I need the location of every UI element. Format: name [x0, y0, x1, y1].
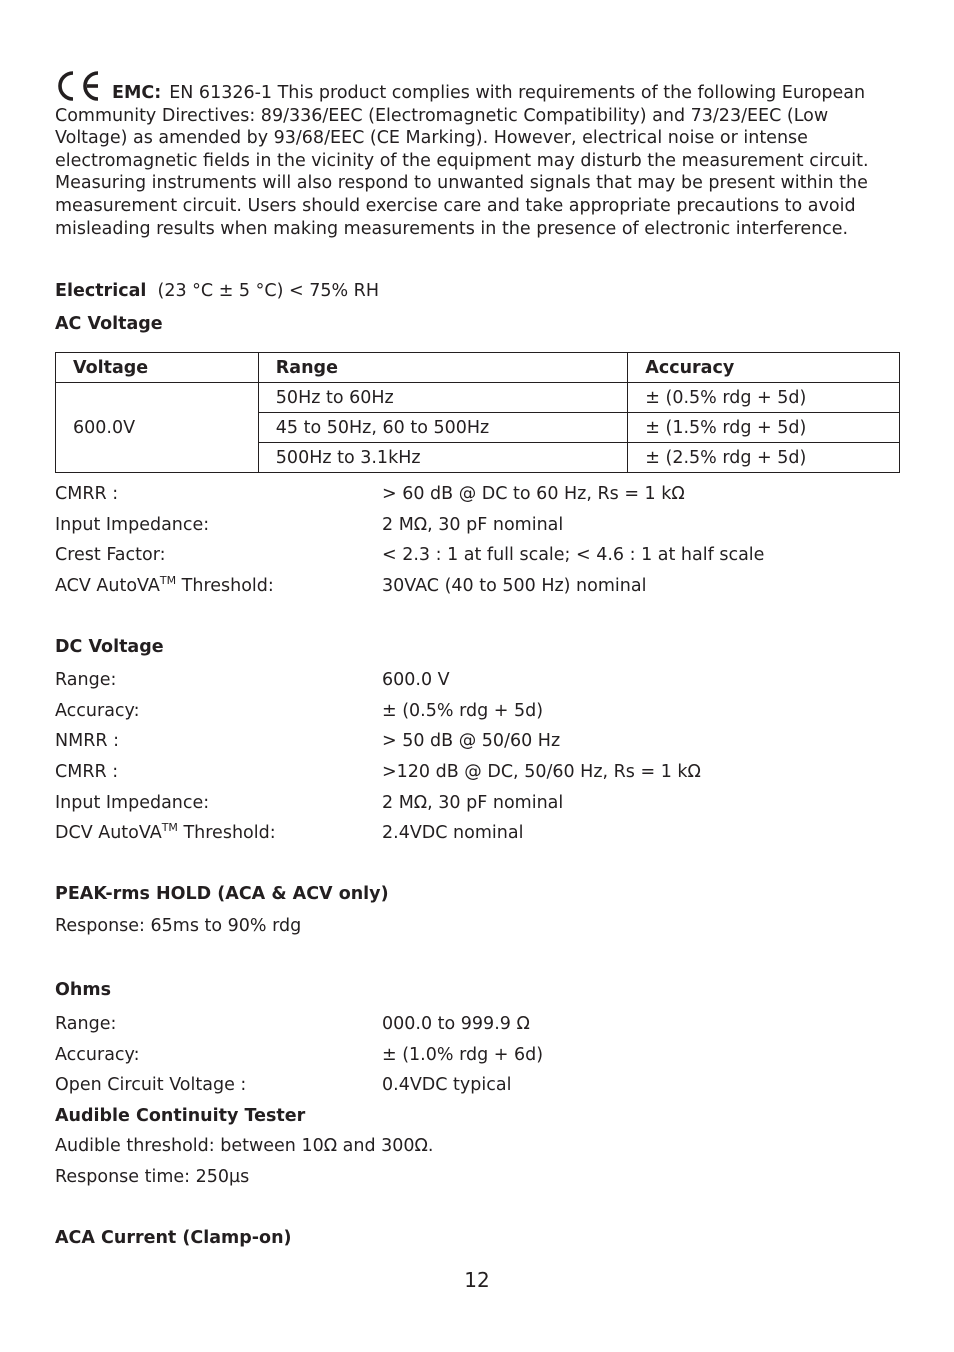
table-cell-accuracy: ± (0.5% rdg + 5d)	[628, 383, 900, 413]
acv-autova-label: ACV AutoVA™ Threshold:	[55, 574, 274, 596]
ohms-accuracy-label: Accuracy:	[55, 1045, 140, 1065]
continuity-response: Response time: 250µs	[55, 1167, 250, 1187]
ac-input-impedance-label: Input Impedance:	[55, 515, 210, 535]
dc-input-impedance-label: Input Impedance:	[55, 793, 210, 813]
ac-voltage-heading: AC Voltage	[55, 314, 163, 334]
emc-text: EN 61326-1 This product complies with requirements of the following European Community Directives: 89/336/EEC (Electromagnetic Compatibility) and 73/23/EEC (Low Voltage) as amended by 93/68/EEC (CE Marking). However, electrical noise or intense electromagnetic fields in the vicinity of the equipment may disturb the measurement circuit. Measuring instruments will also respond to unwanted signals that may be present within the measurement circuit. Users should exercise care and take appropriate precautions to avoid misleading results when making measurements in the presence of electronic interference.	[55, 83, 869, 239]
crest-factor-label: Crest Factor:	[55, 545, 166, 565]
emc-paragraph	[55, 82, 885, 240]
dcv-autova-label: DCV AutoVA™ Threshold:	[55, 821, 276, 843]
continuity-heading: Audible Continuity Tester	[55, 1106, 306, 1126]
continuity-threshold: Audible threshold: between 10Ω and 300Ω.	[55, 1136, 434, 1156]
ac-cmrr-label: CMRR :	[55, 484, 119, 504]
crest-factor-value: < 2.3 : 1 at full scale; < 4.6 : 1 at half scale	[382, 545, 765, 565]
ac-voltage-table	[55, 352, 900, 473]
dc-cmrr-value: >120 dB @ DC, 50/60 Hz, Rs = 1 kΩ	[382, 762, 701, 782]
table-cell-voltage: 600.0V	[56, 383, 259, 473]
table-cell-range: 50Hz to 60Hz	[258, 383, 627, 413]
dcv-autova-value: 2.4VDC nominal	[382, 823, 524, 843]
table-cell-accuracy: ± (2.5% rdg + 5d)	[628, 443, 900, 473]
dc-accuracy-label: Accuracy:	[55, 701, 140, 721]
peak-hold-response: Response: 65ms to 90% rdg	[55, 916, 302, 936]
table-header-row	[56, 353, 900, 383]
dc-accuracy-value: ± (0.5% rdg + 5d)	[382, 701, 544, 721]
dc-range-label: Range:	[55, 670, 117, 690]
table-header-range: Range	[258, 353, 627, 383]
table-header-accuracy: Accuracy	[628, 353, 900, 383]
table-row	[56, 383, 900, 413]
dc-nmrr-value: > 50 dB @ 50/60 Hz	[382, 731, 561, 751]
acv-autova-value: 30VAC (40 to 500 Hz) nominal	[382, 576, 647, 596]
table-cell-accuracy: ± (1.5% rdg + 5d)	[628, 413, 900, 443]
dc-nmrr-label: NMRR :	[55, 731, 119, 751]
table-cell-range: 45 to 50Hz, 60 to 500Hz	[258, 413, 627, 443]
electrical-label: Electrical	[55, 281, 147, 301]
emc-label: EMC:	[112, 83, 162, 103]
dc-input-impedance-value: 2 MΩ, 30 pF nominal	[382, 793, 564, 813]
dc-cmrr-label: CMRR :	[55, 762, 119, 782]
electrical-conditions	[55, 280, 379, 303]
ac-input-impedance-value: 2 MΩ, 30 pF nominal	[382, 515, 564, 535]
open-circuit-voltage-value: 0.4VDC typical	[382, 1075, 512, 1095]
table-header-voltage: Voltage	[56, 353, 259, 383]
ohms-accuracy-value: ± (1.0% rdg + 6d)	[382, 1045, 544, 1065]
open-circuit-voltage-label: Open Circuit Voltage :	[55, 1075, 247, 1095]
dc-voltage-heading: DC Voltage	[55, 637, 164, 657]
peak-hold-heading: PEAK-rms HOLD (ACA & ACV only)	[55, 884, 389, 904]
page-number: 12	[464, 1268, 490, 1292]
ohms-range-label: Range:	[55, 1014, 117, 1034]
dc-range-value: 600.0 V	[382, 670, 450, 690]
ac-cmrr-value: > 60 dB @ DC to 60 Hz, Rs = 1 kΩ	[382, 484, 685, 504]
aca-heading: ACA Current (Clamp-on)	[55, 1228, 292, 1248]
ohms-range-value: 000.0 to 999.9 Ω	[382, 1014, 530, 1034]
electrical-conditions-text: (23 °C ± 5 °C) < 75% RH	[157, 281, 379, 301]
ohms-heading: Ohms	[55, 980, 111, 1000]
table-cell-range: 500Hz to 3.1kHz	[258, 443, 627, 473]
